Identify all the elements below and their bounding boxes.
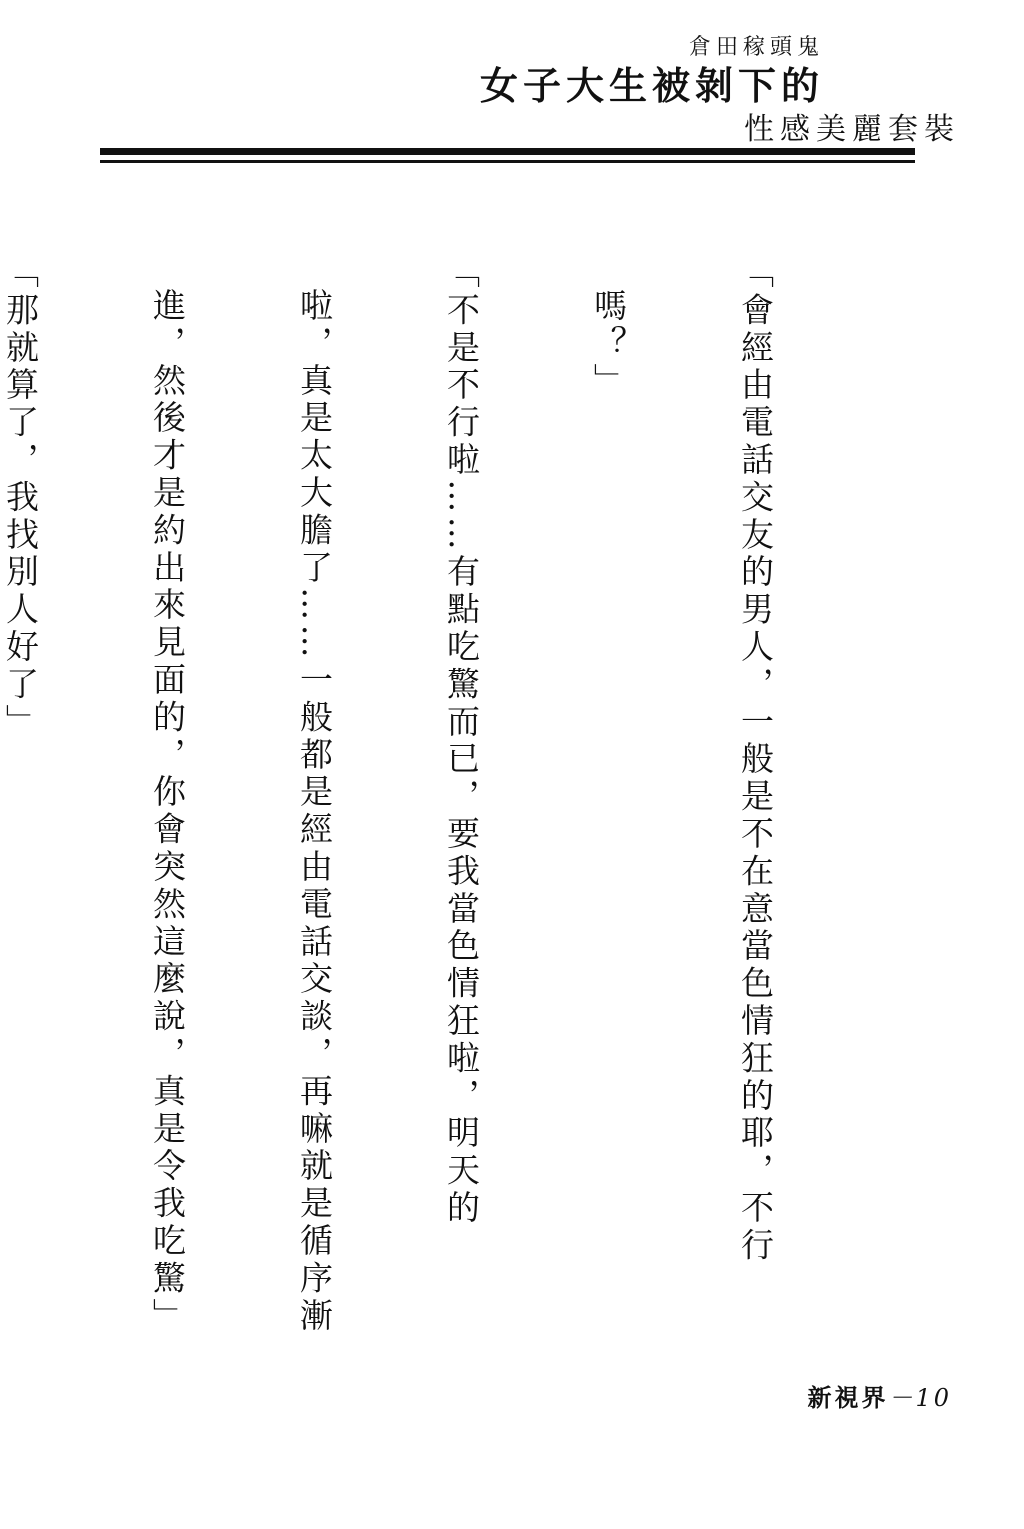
header-rule-thin bbox=[100, 160, 915, 163]
text-column: 嗎？」 bbox=[589, 288, 628, 401]
book-subtitle: 性感美麗套裝 bbox=[744, 112, 960, 147]
text-column: 進，然後才是約出來見面的，你會突然這麼說，真是令我吃驚」 bbox=[148, 288, 187, 1336]
header-rule-thick bbox=[100, 148, 915, 155]
page-number: －10 bbox=[888, 1384, 952, 1412]
text-column: 啦，真是太大膽了……一般都是經由電話交談，再嘛就是循序漸 bbox=[295, 288, 334, 1336]
text-column: 「會經由電話交友的男人，一般是不在意當色情狂的耶，不行 bbox=[736, 255, 775, 1265]
vertical-body-text bbox=[1, 255, 878, 1390]
author-name: 倉田稼頭鬼 bbox=[688, 35, 824, 60]
text-column: 「不是不行啦……有點吃驚而已，要我當色情狂啦，明天的 bbox=[442, 255, 481, 1228]
text-column: 「那就算了，我找別人好了」 bbox=[1, 255, 40, 742]
running-header bbox=[479, 34, 960, 150]
page-footer bbox=[807, 1378, 952, 1413]
book-title: 女子大生被剝下的 bbox=[479, 63, 824, 108]
series-name: 新視界 bbox=[807, 1383, 889, 1412]
